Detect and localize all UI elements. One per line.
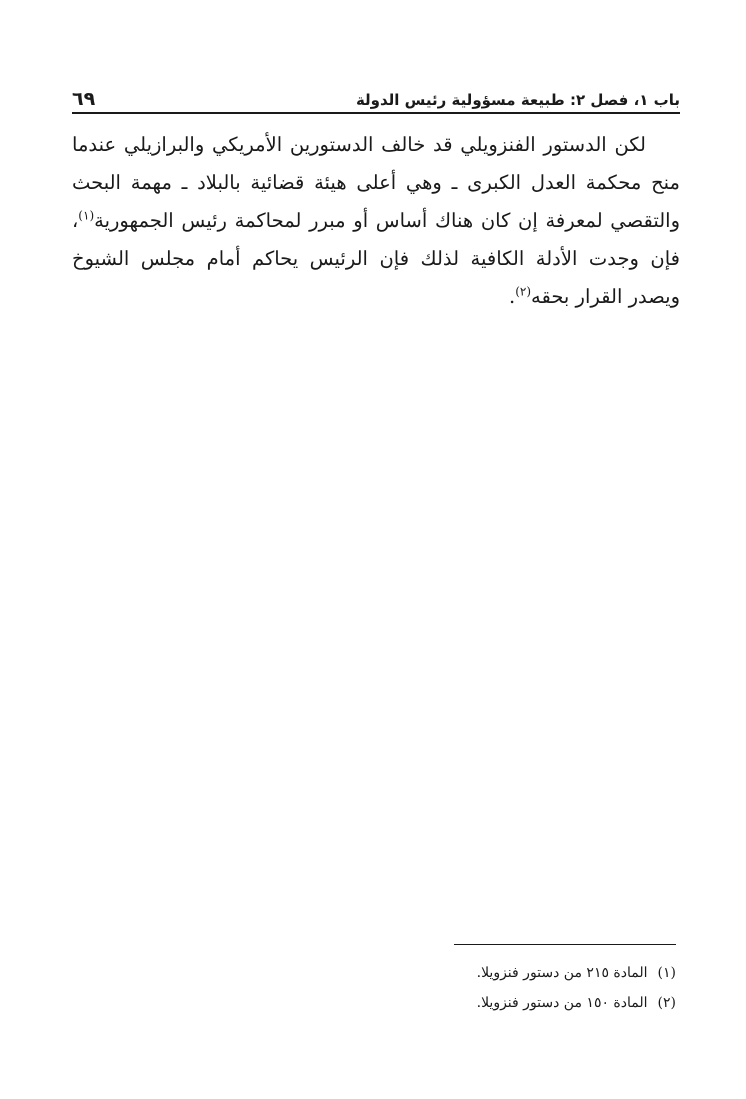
footnote-1 [256, 958, 676, 988]
footnote-number: (١) [657, 965, 676, 981]
footnotes [256, 958, 676, 1018]
footnote-separator [454, 944, 676, 945]
text-line-5: القرار بحقه [531, 285, 623, 308]
text-line-5-end: . [508, 285, 516, 308]
running-title: باب ١، فصل ٢: طبيعة مسؤولية رئيس الدولة [355, 91, 680, 109]
text-line-1: لكن الدستور الفنزويلي قد خالف الدستورين الأمريكي والبرازيلي عندما [72, 133, 646, 156]
page-number: ٦٩ [72, 88, 96, 110]
text-line-3: والتقصي لمعرفة إن كان هناك أساس أو مبرر لمحاكمة رئيس الجمهورية [94, 209, 680, 232]
body-paragraph [72, 126, 680, 316]
paragraph [72, 126, 680, 316]
text-line-3-end: ، [72, 209, 79, 232]
text-line-2: منح محكمة العدل الكبرى ـ وهي أعلى هيئة قضائية بالبلاد ـ مهمة البحث [72, 171, 680, 194]
text-line-4: فإن وجدت الأدلة الكافية لذلك فإن الرئيس يحاكم أمام مجلس الشيوخ ويصدر [72, 247, 680, 308]
footnote-number: (٢) [657, 995, 676, 1011]
running-header [72, 84, 680, 114]
footnote-2 [256, 988, 676, 1018]
footnote-text: المادة ١٥٠ من دستور فنزويلا. [476, 995, 648, 1011]
footnote-ref-1[interactable]: (١) [78, 208, 95, 223]
footnote-text: المادة ٢١٥ من دستور فنزويلا. [476, 965, 648, 981]
footnote-ref-2[interactable]: (٢) [515, 284, 532, 299]
